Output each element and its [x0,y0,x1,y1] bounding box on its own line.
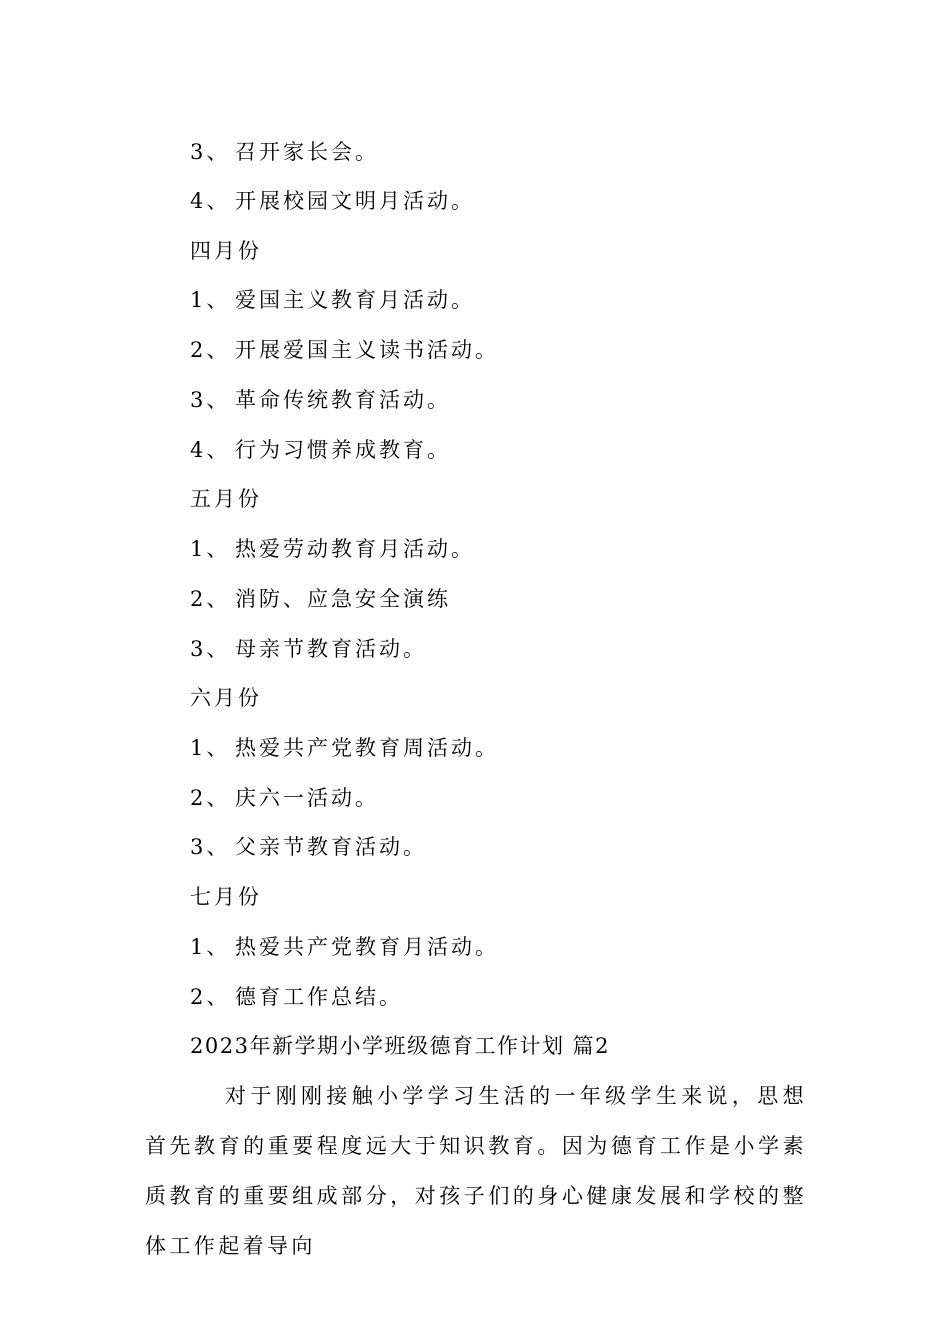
list-item: 2、 德育工作总结。 [190,985,403,1009]
body-paragraph: 对于刚刚接触小学学习生活的一年级学生来说，思想首先教育的重要程度远大于知识教育。因为德育工作是小学素质教育的重要组成部分，对孩子们的身心健康发展和学校的整体工作起着导向 [145,1084,807,1258]
list-item: 2、 庆六一活动。 [190,786,379,810]
list-item: 3、 父亲节教育活动。 [190,835,427,859]
list-item: 3、 召开家长会。 [190,140,379,164]
list-item: 2、 消防、应急安全演练 [190,587,451,611]
list-item: 4、 开展校园文明月活动。 [190,189,475,213]
list-item: 4、 行为习惯养成教育。 [190,438,451,462]
month-heading-april: 四月份 [190,239,262,263]
list-item: 1、 爱国主义教育月活动。 [190,288,475,312]
month-heading-june: 六月份 [190,686,262,710]
list-item: 1、 热爱共产党教育月活动。 [190,935,499,959]
list-item: 1、 热爱劳动教育月活动。 [190,537,475,561]
list-item: 2、 开展爱国主义读书活动。 [190,338,499,362]
month-heading-july: 七月份 [190,885,262,909]
section-title: 2023年新学期小学班级德育工作计划 篇2 [190,1034,610,1058]
list-item: 1、 热爱共产党教育周活动。 [190,736,499,760]
list-item: 3、 母亲节教育活动。 [190,637,427,661]
month-heading-may: 五月份 [190,487,262,511]
list-item: 3、 革命传统教育活动。 [190,388,451,412]
